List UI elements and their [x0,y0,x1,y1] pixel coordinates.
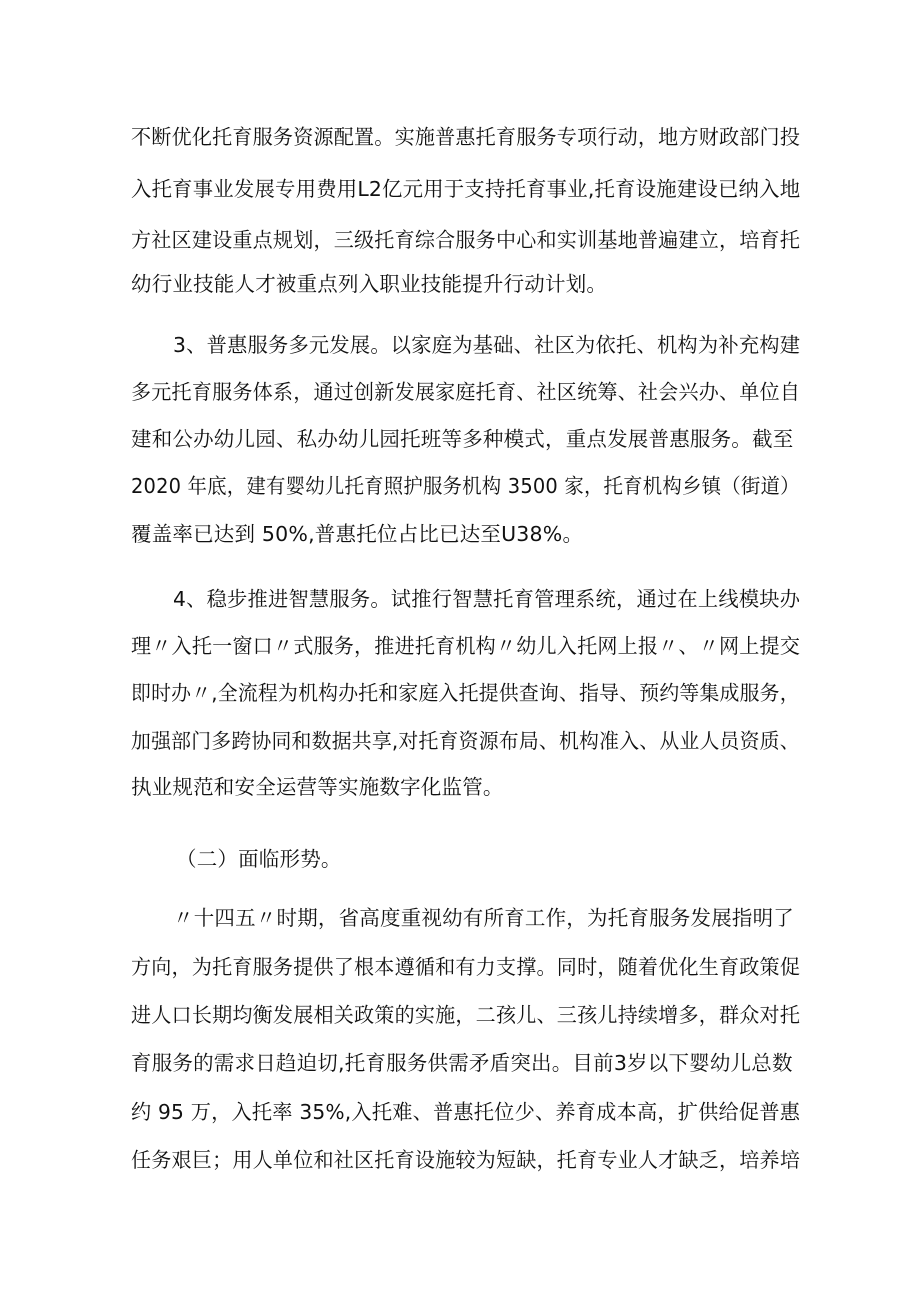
p3-line-4: 加强部门多跨协同和数据共享,对托育资源布局、机构准入、从业人员资质、 [131,729,800,753]
section-heading: （二）面临形势。 [176,847,342,871]
p2-line-5: 覆盖率已达到 50%,普惠托位占比已达至U38%。 [131,522,584,546]
p2-line-1: 3、普惠服务多元发展。以家庭为基础、社区为依托、机构为补充构建 [173,333,801,357]
p3-line-2: 理〃入托一窗口〃式服务，推进托育机构〃幼儿入托网上报〃、〃网上提交 [131,634,801,658]
p5-line-2: 方向，为托育服务提供了根本遵循和有力支撑。同时，随着优化生育政策促 [131,955,801,979]
p2-line-4: 2020 年底，建有婴幼儿托育照护服务机构 3500 家，托育机构乡镇（街道） [131,474,800,498]
p5-line-1: 〃十四五〃时期，省高度重视幼有所育工作，为托育服务发展指明了 [173,906,794,930]
p1-line-2: 入托育事业发展专用费用L2亿元用于支持托育事业,托育设施建设已纳入地 [131,177,801,201]
p5-line-6: 任务艰巨；用人单位和社区托育设施较为短缺，托育专业人才缺乏，培养培 [131,1148,801,1172]
p3-line-1: 4、稳步推进智慧服务。试推行智慧托育管理系统，通过在上线模块办 [173,587,801,611]
p3-line-3: 即时办〃,全流程为机构办托和家庭入托提供查询、指导、预约等集成服务， [131,681,800,705]
p2-line-2: 多元托育服务体系，通过创新发展家庭托育、社区统筹、社会兴办、单位自 [131,380,801,404]
p1-line-4: 幼行业技能人才被重点列入职业技能提升行动计划。 [131,272,608,296]
p5-line-5: 约 95 万，入托率 35%,入托难、普惠托位少、养育成本高，扩供给促普惠 [131,1100,801,1124]
p5-line-4: 育服务的需求日趋迫切,托育服务供需矛盾突出。目前3岁以下婴幼儿总数 [131,1051,793,1075]
p1-line-1: 不断优化托育服务资源配置。实施普惠托育服务专项行动，地方财政部门投 [131,125,801,149]
p2-line-3: 建和公办幼儿园、私办幼儿园托班等多种模式，重点发展普惠服务。截至 [131,427,794,451]
p5-line-3: 进人口长期均衡发展相关政策的实施，二孩儿、三孩儿持续增多，群众对托 [131,1003,801,1027]
p1-line-3: 方社区建设重点规划，三级托育综合服务中心和实训基地普遍建立，培育托 [131,228,801,252]
p3-line-5: 执业规范和安全运营等实施数字化监管。 [131,775,504,799]
